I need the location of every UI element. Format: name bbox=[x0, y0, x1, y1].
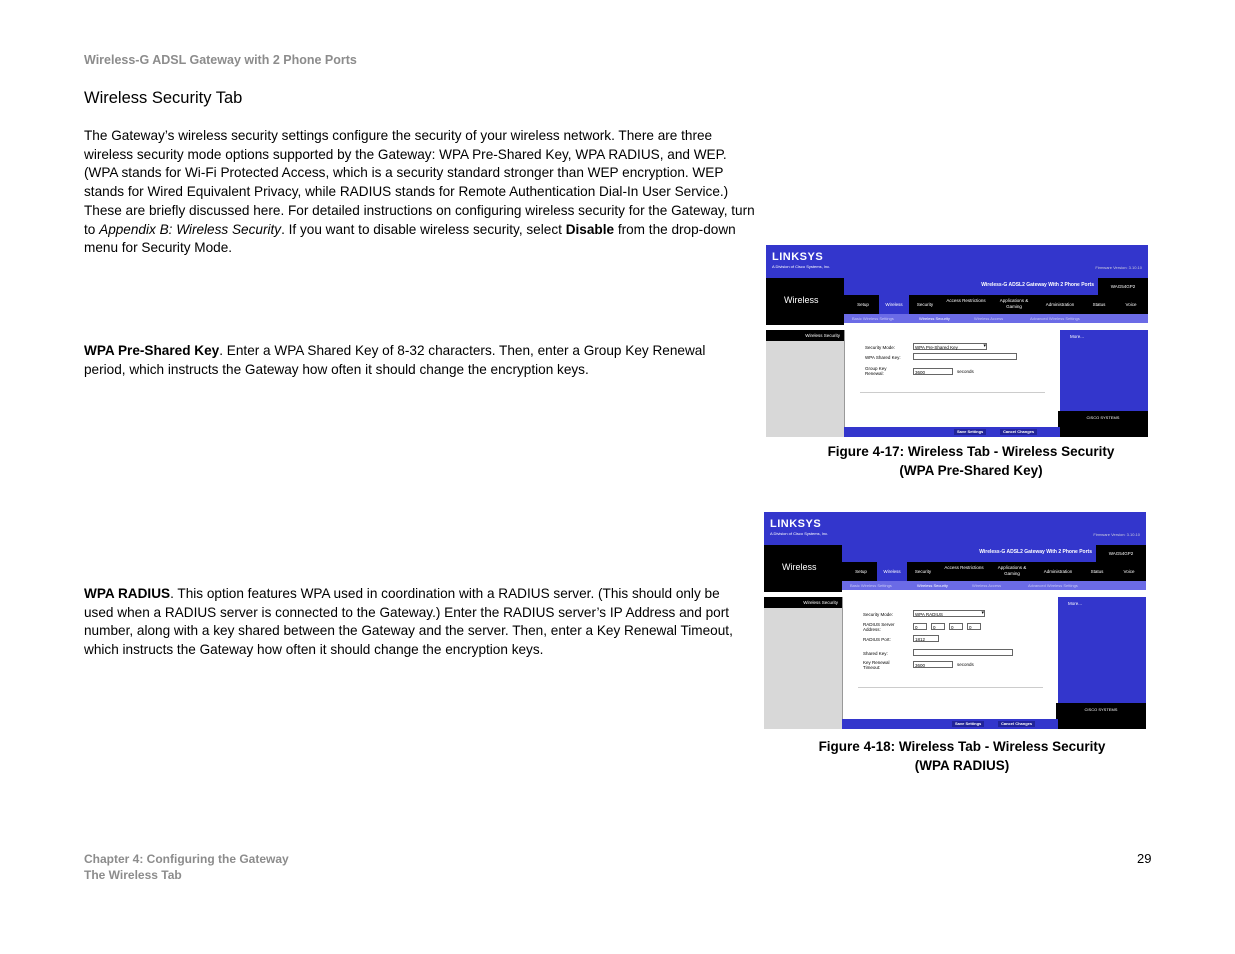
help-pane bbox=[1058, 597, 1146, 729]
wpa-radius-term: WPA RADIUS bbox=[84, 586, 171, 601]
tab-administration[interactable]: Administration bbox=[1043, 569, 1073, 574]
key-renewal-input[interactable]: 3600 bbox=[913, 661, 953, 668]
radius-port-input[interactable]: 1812 bbox=[913, 635, 939, 642]
firmware-version: Firmware Version: 3.10.10 bbox=[1095, 265, 1142, 270]
running-header: Wireless-G ADSL Gateway with 2 Phone Ports bbox=[84, 53, 357, 67]
radius-server-label: RADIUS Server Address: bbox=[863, 622, 895, 632]
caption-line-1: Figure 4-17: Wireless Tab - Wireless Security bbox=[827, 444, 1115, 459]
group-key-renewal-input[interactable]: 3600 bbox=[913, 368, 953, 375]
subtab-wireless-access[interactable]: Wireless Access bbox=[974, 316, 1004, 321]
subtab-basic-wireless[interactable]: Basic Wireless Settings bbox=[852, 316, 894, 321]
wpa-radius-text: . This option features WPA used in coordination with a RADIUS server. (This should only be used when a RADIUS server is connected to the Gateway.) Enter the RADIUS server’s IP Address and port number, along with a key shared between the Gateway and the server. Then, enter a Key Renewal Timeout, which instructs the Gateway how often it should change the encryption keys. bbox=[84, 586, 733, 658]
intro-text-1: The Gateway’s wireless security settings configure the security of your wireless network. There are three wireless security mode options supported by the Gateway: WPA Pre-Shared Key, WPA RADIUS, and WEP. (WPA stands for Wi-Fi Protected Access, which is a security standard stronger than WEP encryption. WEP stands for Wired Equivalent Privacy, while RADIUS stands for Remote Authentication Dial-In User Service.) These are briefly discussed here. For detailed instructions on configuring wireless security for the Gateway, turn to bbox=[84, 128, 755, 237]
button-bar bbox=[844, 427, 1060, 437]
model-number: WAG54GP2 bbox=[1098, 278, 1148, 295]
tab-setup[interactable]: Setup bbox=[857, 302, 869, 307]
security-mode-label: Security Mode: bbox=[863, 612, 894, 617]
page-footer bbox=[84, 851, 289, 883]
help-pane bbox=[1060, 330, 1148, 437]
caption-line-2: (WPA RADIUS) bbox=[914, 758, 1010, 773]
intro-text-2: . If you want to disable wireless security, select bbox=[281, 221, 566, 237]
tab-setup[interactable]: Setup bbox=[855, 569, 867, 574]
figure-4-17-caption bbox=[800, 442, 1142, 480]
wpa-psk-paragraph bbox=[84, 342, 744, 379]
subtab-advanced-wireless[interactable]: Advanced Wireless Settings bbox=[1028, 583, 1078, 588]
ip-octet-1[interactable]: 0 bbox=[913, 623, 927, 630]
tab-voice[interactable]: Voice bbox=[1125, 302, 1137, 307]
cisco-logo: CISCO SYSTEMS bbox=[1056, 703, 1146, 729]
security-mode-label: Security Mode: bbox=[865, 345, 896, 350]
cancel-changes-button[interactable]: Cancel Changes bbox=[998, 721, 1035, 727]
logo-subtitle: A Division of Cisco Systems, Inc. bbox=[770, 531, 829, 536]
appendix-reference: Appendix B: Wireless Security bbox=[99, 221, 282, 237]
settings-form bbox=[842, 597, 1058, 729]
intro-paragraph bbox=[84, 127, 760, 258]
product-name: Wireless-G ADSL2 Gateway With 2 Phone Ports bbox=[979, 549, 1092, 555]
subtab-advanced-wireless[interactable]: Advanced Wireless Settings bbox=[1030, 316, 1080, 321]
security-mode-select[interactable]: WPA RADIUS ▾ bbox=[913, 610, 985, 617]
linksys-logo: LINKSYS bbox=[770, 518, 822, 530]
ip-octet-4[interactable]: 0 bbox=[967, 623, 981, 630]
more-link[interactable]: More... bbox=[1070, 334, 1085, 339]
firmware-version: Firmware Version: 3.10.10 bbox=[1093, 532, 1140, 537]
tab-voice[interactable]: Voice bbox=[1123, 569, 1135, 574]
settings-sidebar bbox=[766, 330, 844, 437]
tab-security[interactable]: Security bbox=[914, 569, 932, 574]
model-number: WAG54GP2 bbox=[1096, 545, 1146, 562]
caption-line-1: Figure 4-18: Wireless Tab - Wireless Security bbox=[818, 739, 1106, 754]
wpa-psk-term: WPA Pre-Shared Key bbox=[84, 343, 220, 358]
section-title: Wireless Security Tab bbox=[84, 89, 243, 107]
save-settings-button[interactable]: Save Settings bbox=[954, 429, 986, 435]
tab-administration[interactable]: Administration bbox=[1045, 302, 1075, 307]
wpa-psk-text: . Enter a WPA Shared Key of 8-32 characters. Then, enter a Group Key Renewal period, which instructs the Gateway how often it should change the encryption keys. bbox=[84, 343, 706, 377]
tab-access-restrictions[interactable]: Access Restrictions bbox=[944, 565, 984, 570]
shared-key-input[interactable] bbox=[913, 649, 1013, 656]
sidebar-heading: Wireless Security bbox=[764, 597, 842, 608]
main-tabs bbox=[842, 562, 1146, 581]
section-label: Wireless bbox=[784, 295, 819, 305]
intro-text-3: from the drop-down menu for Security Mode. bbox=[84, 221, 736, 256]
security-mode-select[interactable]: WPA Pre-Shared Key ▾ bbox=[913, 343, 987, 350]
main-tabs bbox=[844, 295, 1148, 314]
disable-term: Disable bbox=[565, 221, 615, 237]
ip-octet-3[interactable]: 0 bbox=[949, 623, 963, 630]
logo-subtitle: A Division of Cisco Systems, Inc. bbox=[772, 264, 831, 269]
settings-sidebar bbox=[764, 597, 842, 729]
product-name: Wireless-G ADSL2 Gateway With 2 Phone Ports bbox=[981, 282, 1094, 288]
divider bbox=[860, 392, 1045, 393]
subtab-wireless-security[interactable]: Wireless Security bbox=[917, 583, 948, 588]
linksys-topbar bbox=[764, 512, 1146, 545]
shared-key-input[interactable] bbox=[913, 353, 1017, 360]
divider bbox=[858, 687, 1043, 688]
tab-wireless[interactable]: Wireless bbox=[879, 295, 909, 314]
tab-access-restrictions[interactable]: Access Restrictions bbox=[946, 298, 986, 303]
more-link[interactable]: More... bbox=[1068, 601, 1083, 606]
linksys-logo: LINKSYS bbox=[772, 251, 824, 263]
shared-key-label: WPA Shared Key: bbox=[865, 355, 901, 360]
product-bar bbox=[844, 278, 1148, 295]
page-number: 29 bbox=[1137, 851, 1152, 866]
sub-tabs bbox=[842, 581, 1146, 590]
section-block bbox=[766, 278, 844, 325]
tab-status[interactable]: Status bbox=[1090, 569, 1104, 574]
seconds-unit: seconds bbox=[957, 662, 974, 667]
tab-security[interactable]: Security bbox=[916, 302, 934, 307]
ip-octet-2[interactable]: 0 bbox=[931, 623, 945, 630]
settings-form bbox=[844, 330, 1060, 437]
shared-key-label: Shared Key: bbox=[863, 651, 888, 656]
group-key-renewal-label: Group Key Renewal: bbox=[865, 366, 887, 376]
wpa-radius-paragraph bbox=[84, 585, 744, 660]
sidebar-heading: Wireless Security bbox=[766, 330, 844, 341]
product-bar bbox=[842, 545, 1146, 562]
footer-chapter: Chapter 4: Configuring the Gateway bbox=[84, 852, 289, 866]
button-bar bbox=[842, 719, 1058, 729]
save-settings-button[interactable]: Save Settings bbox=[952, 721, 984, 727]
section-label: Wireless bbox=[782, 562, 817, 572]
seconds-unit: seconds bbox=[957, 369, 974, 374]
tab-applications-gaming[interactable]: Applications & Gaming bbox=[997, 565, 1027, 576]
tab-status[interactable]: Status bbox=[1092, 302, 1106, 307]
cancel-changes-button[interactable]: Cancel Changes bbox=[1000, 429, 1037, 435]
subtab-wireless-access[interactable]: Wireless Access bbox=[972, 583, 1002, 588]
caption-line-2: (WPA Pre-Shared Key) bbox=[899, 463, 1043, 478]
figure-4-18-screenshot bbox=[764, 512, 1146, 729]
tab-applications-gaming[interactable]: Applications & Gaming bbox=[999, 298, 1029, 309]
sub-tabs bbox=[844, 314, 1148, 323]
section-block bbox=[764, 545, 842, 592]
radius-port-label: RADIUS Port: bbox=[863, 637, 891, 642]
cisco-logo: CISCO SYSTEMS bbox=[1058, 411, 1148, 437]
key-renewal-label: Key Renewal Timeout: bbox=[863, 660, 890, 670]
subtab-basic-wireless[interactable]: Basic Wireless Settings bbox=[850, 583, 892, 588]
tab-wireless[interactable]: Wireless bbox=[877, 562, 907, 581]
subtab-wireless-security[interactable]: Wireless Security bbox=[919, 316, 950, 321]
figure-4-18-caption bbox=[790, 737, 1134, 775]
linksys-topbar bbox=[766, 245, 1148, 278]
figure-4-17-screenshot bbox=[766, 245, 1148, 437]
footer-section: The Wireless Tab bbox=[84, 868, 182, 882]
